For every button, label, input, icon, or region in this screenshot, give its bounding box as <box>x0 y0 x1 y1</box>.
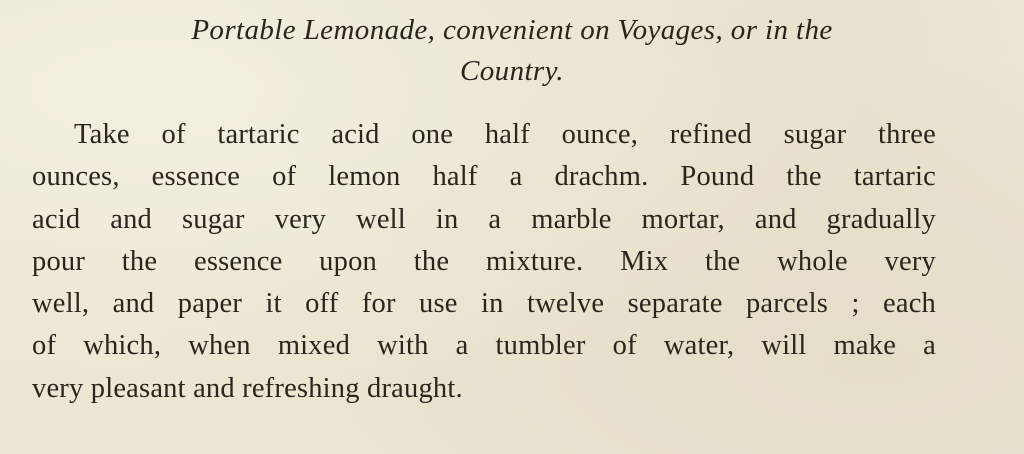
body-line: ounces, essence of lemon half a drachm. Pound the tartaric <box>32 161 936 193</box>
title-line: Country. <box>460 55 564 87</box>
body-line: Take of tartaric acid one half ounce, refined sugar three <box>74 119 936 150</box>
body-line: of which, when mixed with a tumbler of water, will make a <box>32 330 936 362</box>
recipe-title <box>30 10 994 92</box>
body-line: pour the essence upon the mixture. Mix the whole very <box>32 245 936 277</box>
title-line: Portable Lemonade, convenient on Voyages, or in the <box>191 14 833 46</box>
body-line: well, and paper it off for use in twelve separate parcels ; each <box>32 288 936 320</box>
body-line: acid and sugar very well in a marble mortar, and gradually <box>32 203 936 235</box>
recipe-body <box>32 114 936 410</box>
body-line: very pleasant and refreshing draught. <box>32 372 463 404</box>
